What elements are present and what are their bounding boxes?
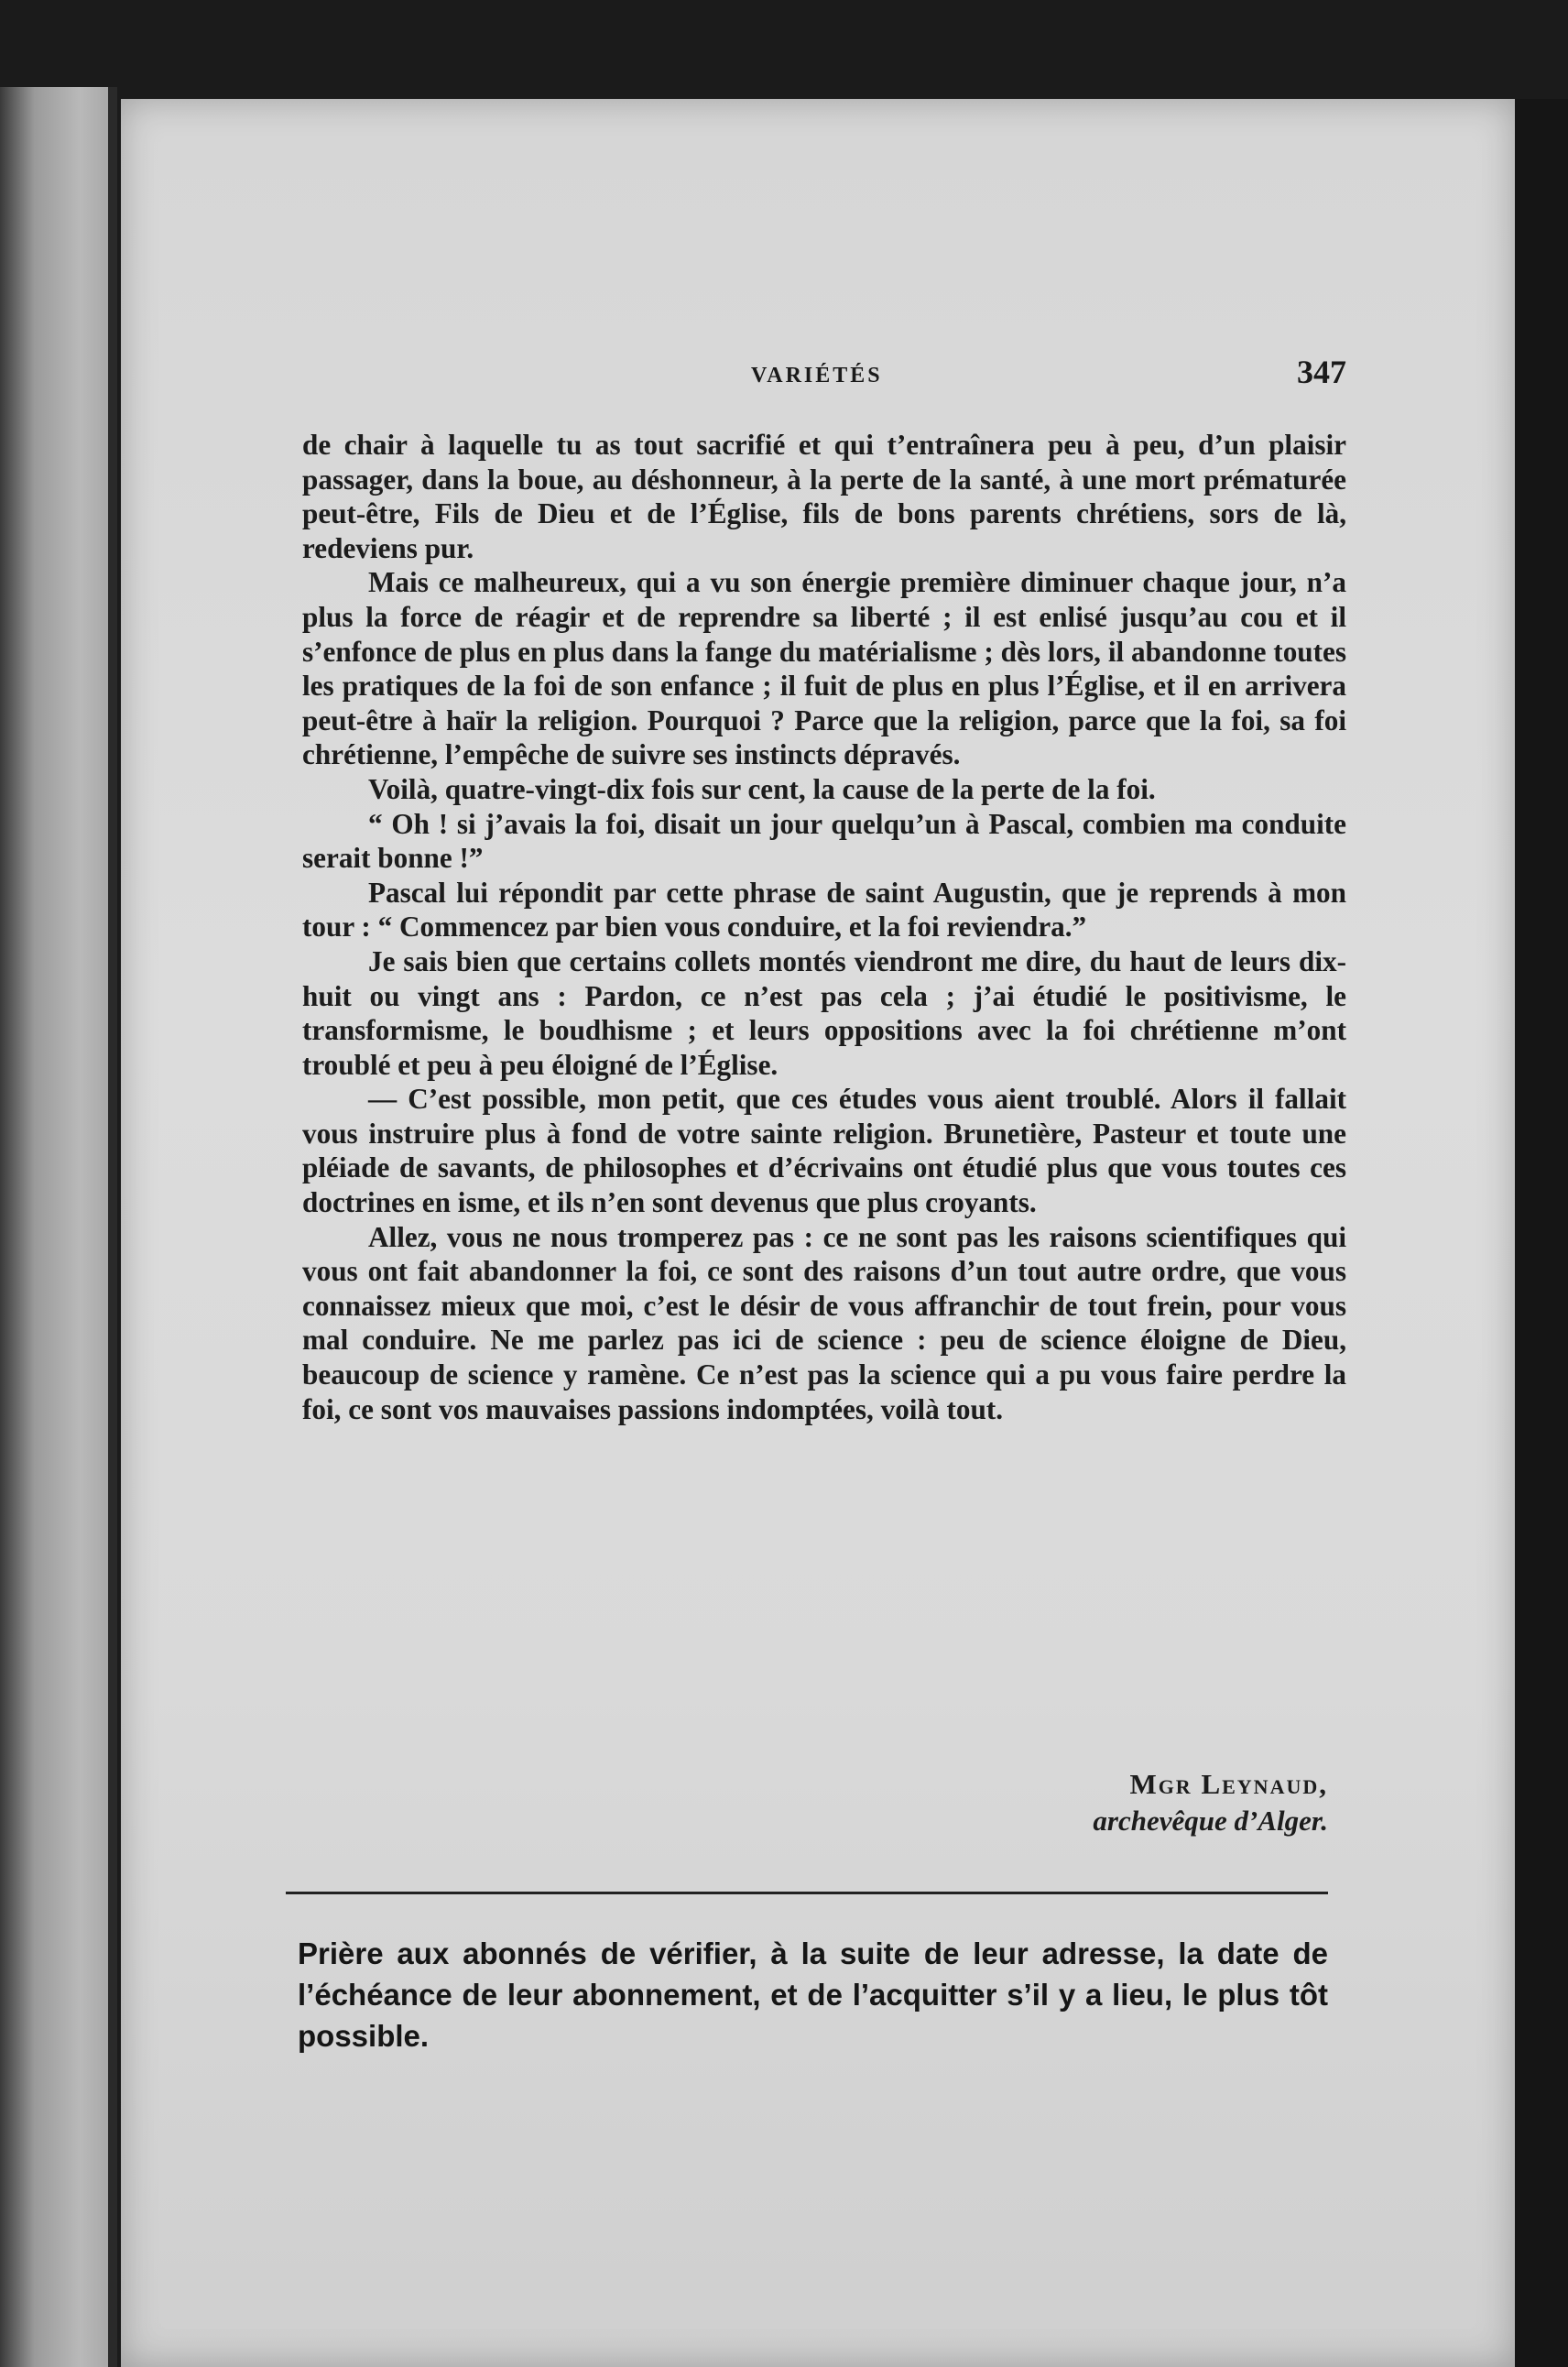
subscriber-notice [298,1933,1328,2056]
page-gutter [108,87,117,2367]
article-body [302,428,1346,1426]
paragraph: Allez, vous ne nous tromperez pas : ce ne sont pas les raisons scientifiques qui vous ont fait abandonner la foi, ce sont des raisons d’un tout autre ordre, que vous connaissez mieux que moi, c’est le désir de vous affranchir de tout frein, pour vous mal conduire. Ne me parlez pas ici de science : peu de science éloigne de Dieu, beaucoup de science y ramène. Ce n’est pas la science qui a pu vous faire perdre la foi, ce sont vos mauvaises passions indomptées, voilà tout. [302,1220,1346,1425]
scan-border [1515,99,1568,2367]
paragraph: Je sais bien que certains collets montés viendront me dire, du haut de leurs dix-huit ou vingt ans : Pardon, ce n’est pas cela ; j’ai étudié le positivisme, le transformisme, le boudhisme ; et leurs oppositions avec la foi chrétienne m’ont troublé et peu à peu éloigné de l’Église. [302,944,1346,1081]
running-header [302,353,1346,398]
paragraph: “ Oh ! si j’avais la foi, disait un jour quelqu’un à Pascal, combien ma conduite serait bonne !” [302,807,1346,875]
paragraph: Voilà, quatre-vingt-dix fois sur cent, la cause de la perte de la foi. [368,772,1156,805]
paragraph: Mais ce malheureux, qui a vu son énergie première diminuer chaque jour, n’a plus la force de réagir et de reprendre sa liberté ; il est enlisé jusqu’au cou et il s’enfonce de plus en plus dans la fange du matérialisme ; dès lors, il abandonne toutes les pratiques de la foi de son enfance ; il fuit de plus en plus l’Église, et il en arrivera peut-être à haïr la religion. Pourquoi ? Parce que la religion, parce que la foi, sa foi chrétienne, l’empêche de suivre ses instincts dépravés. [302,566,1346,771]
horizontal-rule [286,1892,1328,1894]
signature-block [302,1766,1328,1839]
author-name: Mgr Leynaud, [1129,1768,1328,1800]
running-title: VARIÉTÉS [751,364,883,387]
adjacent-page-edge [0,87,114,2367]
author-title: archevêque d’Alger. [1093,1805,1328,1837]
paragraph: Pascal lui répondit par cette phrase de saint Augustin, que je reprends à mon tour : “ Commencez par bien vous conduire, et la foi reviendra.” [302,876,1346,944]
paragraph: — C’est possible, mon petit, que ces études vous aient troublé. Alors il fallait vous instruire plus à fond de votre sainte religion. Brunetière, Pasteur et toute une pléiade de savants, de philosophes et d’écrivains ont étudié plus que vous toutes ces doctrines en isme, et ils n’en sont devenus que plus croyants. [302,1083,1346,1219]
page-number: 347 [1297,354,1346,390]
notice-text: Prière aux abonnés de vérifier, à la suite de leur adresse, la date de l’échéance de leur abonnement, et de l’acquitter s’il y a lieu, le plus tôt possible. [298,1936,1328,2053]
paragraph: de chair à laquelle tu as tout sacrifié et qui t’entraînera peu à peu, d’un plaisir passager, dans la boue, au déshonneur, à la perte de la santé, à une mort prématurée peut-être, Fils de Dieu et de l’Église, fils de bons parents chrétiens, sors de là, redeviens pur. [302,429,1346,564]
